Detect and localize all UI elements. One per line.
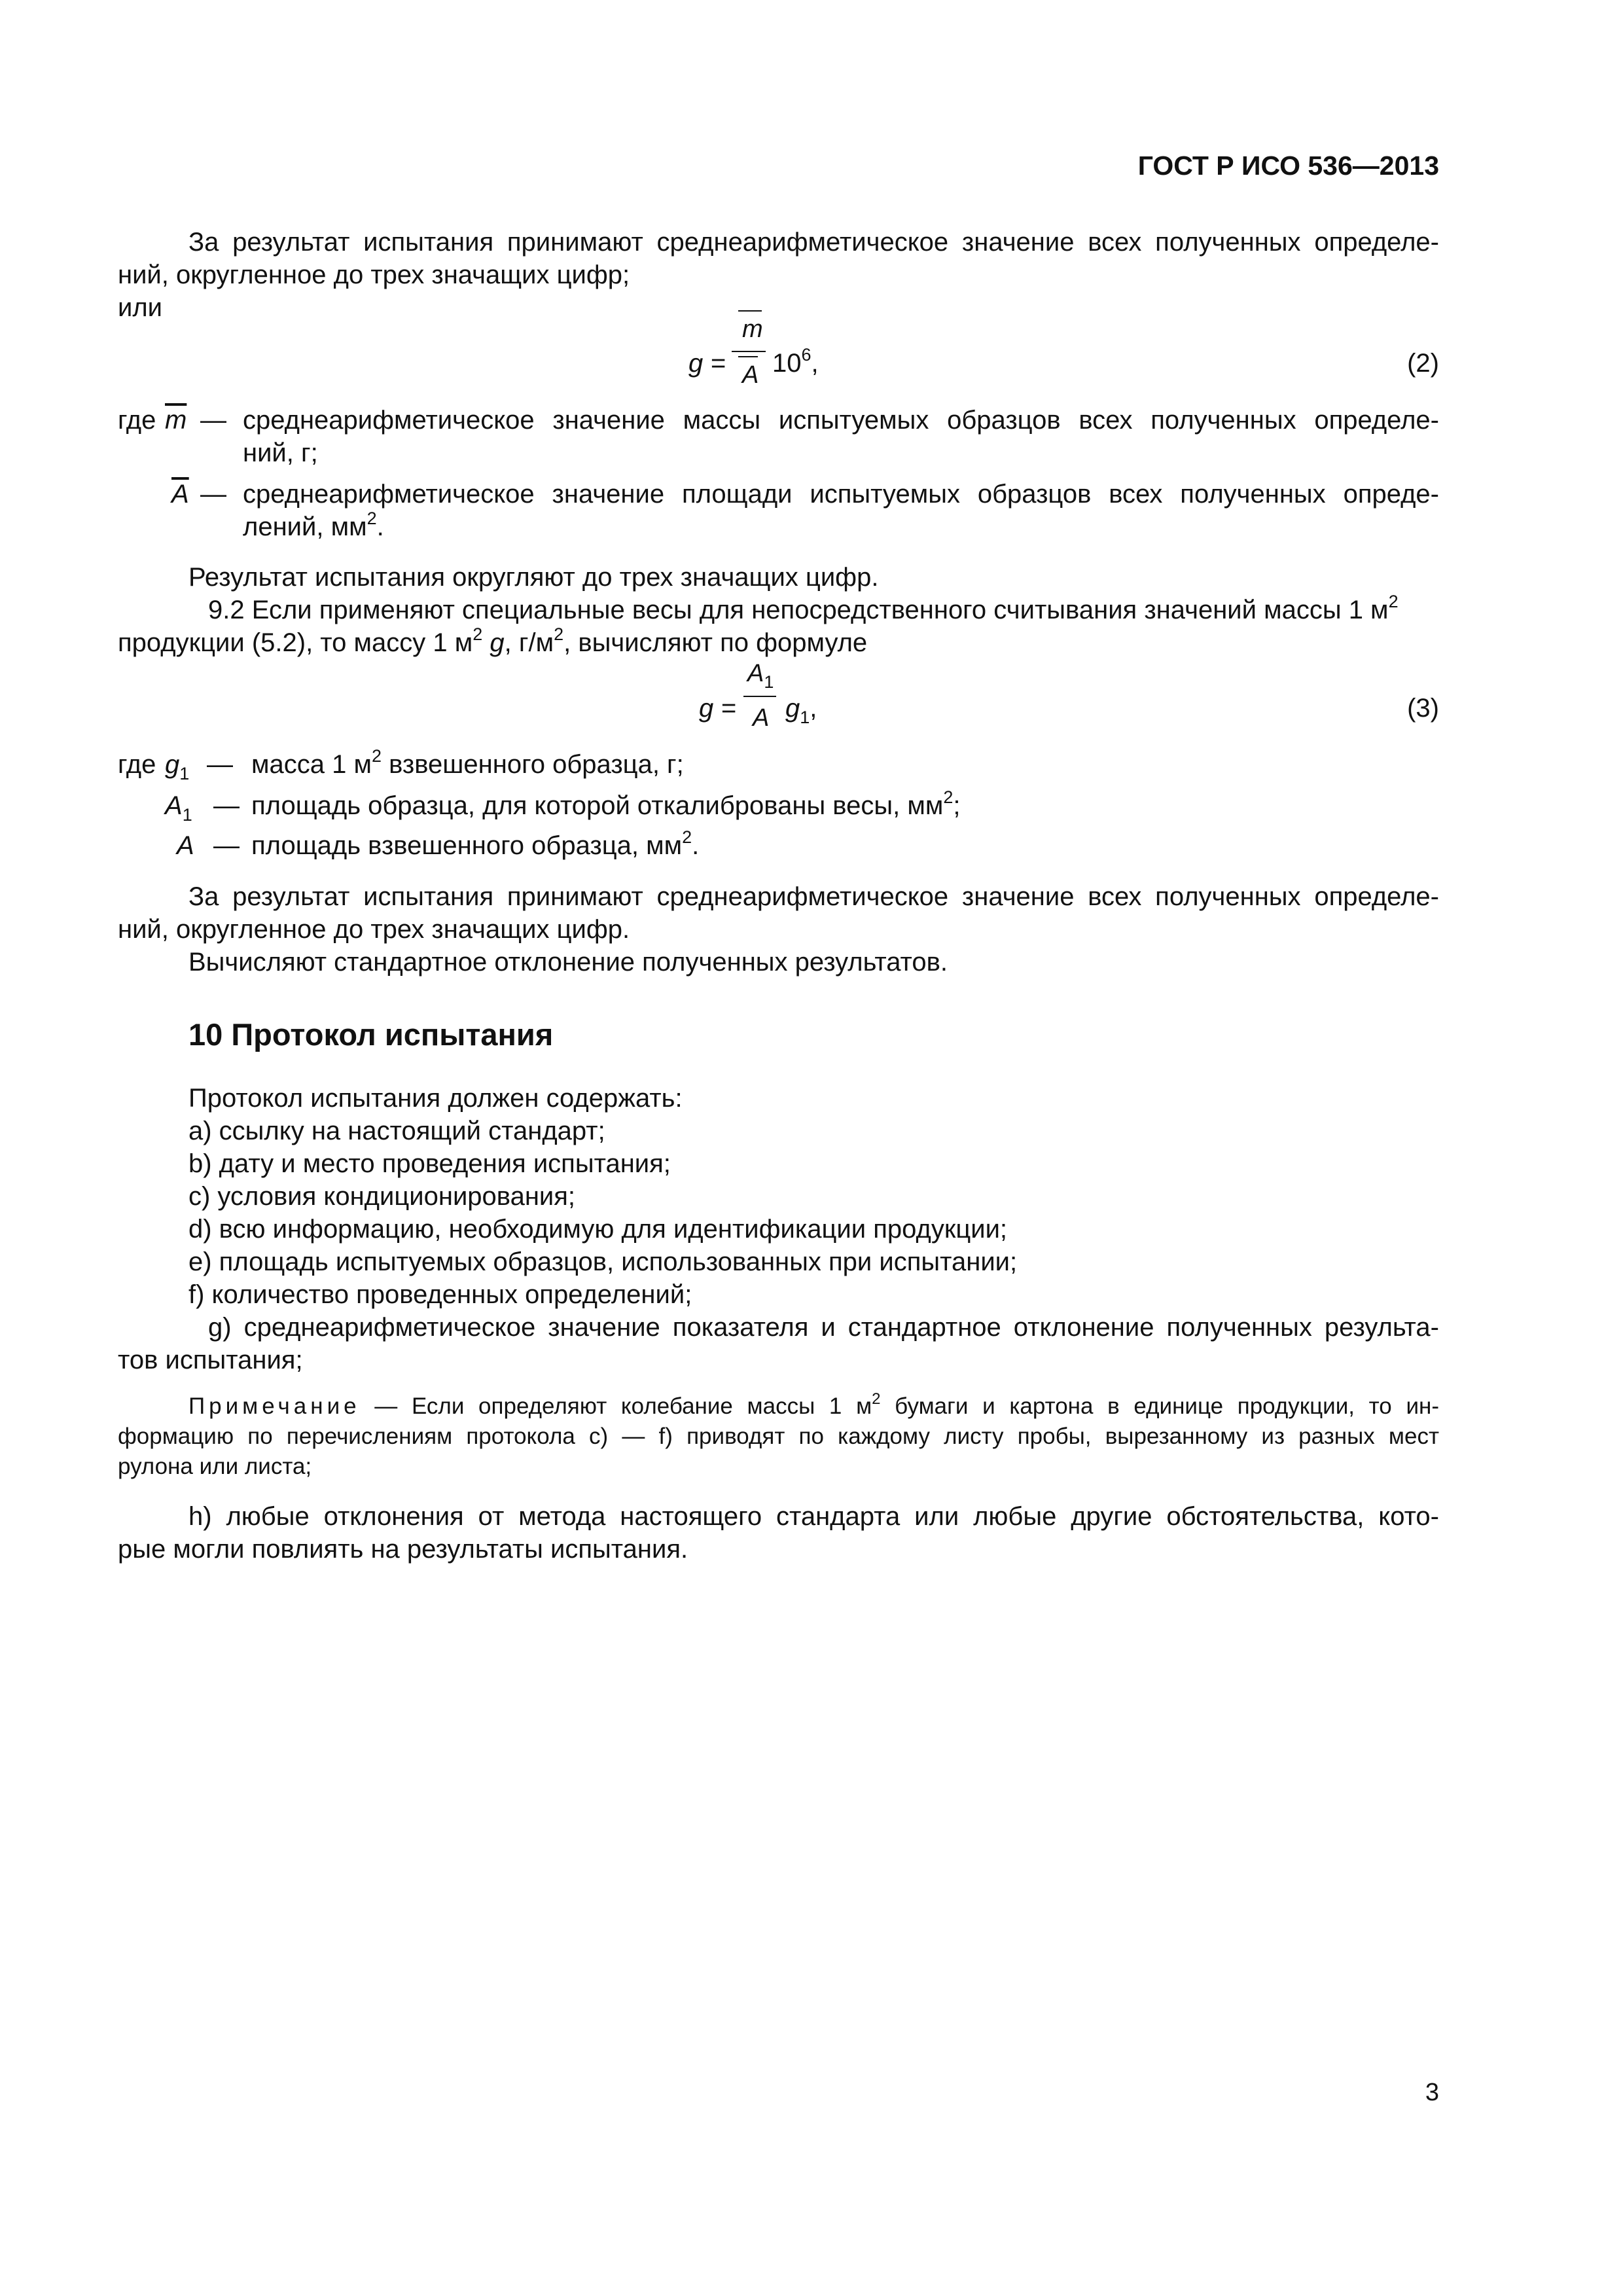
definition-line: лений, $мм^2$. (243, 509, 384, 541)
fraction-numerator: m (742, 315, 763, 343)
where-word: где (118, 750, 156, 779)
em-dash: — (213, 831, 240, 860)
list-item-continuation: рые могли повлиять на результаты испытания. (118, 1535, 688, 1564)
note-line: формацию по перечислениям протокола c) — f) приводят по каждому листу пробы, вырезанному из разных мест (118, 1424, 1439, 1449)
fraction-bar (732, 351, 766, 352)
page-number: 3 (1425, 2079, 1439, 2106)
paragraph-line: ний, округленное до трех значащих цифр; (118, 260, 630, 289)
em-dash: — (200, 406, 226, 435)
em-dash: — (213, 791, 240, 820)
formula-rhs: $g_1$, (785, 694, 817, 727)
where-term: A (177, 831, 194, 860)
where-term: $\overline{m}$ (165, 406, 187, 435)
note-label: Примечание (188, 1393, 361, 1419)
formula-lhs: g = (688, 349, 726, 378)
list-item: a) ссылку на настоящий стандарт; (188, 1117, 605, 1145)
fraction-denominator: A (742, 361, 759, 389)
where-word: где (118, 406, 156, 435)
note-line: Примечание — Если определяют колебание массы 1 $м^2$ бумаги и картона в единице продукции, то ин- (188, 1390, 1439, 1419)
equation-number: (3) (1407, 694, 1439, 723)
definition-line: площадь образца, для которой откалиброваны весы, $мм^2$; (251, 787, 961, 820)
note-line: рулона или листа; (118, 1454, 312, 1479)
em-dash: — (200, 480, 226, 509)
paragraph-line: 9.2 Если применяют специальные весы для непосредственного считывания значений массы 1 $м^2$ (208, 592, 1399, 624)
overline-bar (738, 310, 762, 312)
paragraph-line: За результат испытания принимают среднеарифметическое значение всех полученных определе- (188, 882, 1439, 911)
paragraph-line: Протокол испытания должен содержать: (188, 1084, 683, 1113)
paragraph-line: ний, округленное до трех значащих цифр. (118, 915, 630, 944)
formula-factor: $10^6$, (772, 345, 819, 378)
list-item: d) всю информацию, необходимую для идентификации продукции; (188, 1215, 1008, 1244)
list-item: h) любые отклонения от метода настоящего стандарта или любые другие обстоятельства, кото- (188, 1502, 1439, 1531)
definition-line: среднеарифметическое значение площади испытуемых образцов всех полученных опреде- (243, 480, 1439, 509)
where-term: $g_1$ (165, 750, 190, 783)
list-item: e) площадь испытуемых образцов, использованных при испытании; (188, 1247, 1018, 1276)
list-item-continuation: тов испытания; (118, 1346, 303, 1374)
paragraph-line: продукции (5.2), то массу 1 $м^2$ g, $г/м^2$, вычисляют по формуле (118, 624, 868, 657)
paragraph-line: За результат испытания принимают среднеарифметическое значение всех полученных определе- (188, 228, 1439, 257)
paragraph-line: или (118, 293, 163, 322)
overline-bar (738, 356, 758, 357)
fraction-numerator: $A_1$ (747, 660, 774, 692)
section-heading: 10 Протокол испытания (188, 1017, 554, 1052)
list-item: c) условия кондиционирования; (188, 1182, 576, 1211)
definition-line: масса 1 $м^2$ взвешенного образца, г; (251, 746, 684, 779)
definition-line: среднеарифметическое значение массы испытуемых образцов всех полученных определе- (243, 406, 1439, 435)
fraction-denominator: A (753, 704, 770, 732)
where-term: $A_1$ (165, 791, 192, 825)
list-item: b) дату и место проведения испытания; (188, 1149, 671, 1178)
paragraph-line: Вычисляют стандартное отклонение полученных результатов. (188, 948, 948, 977)
standard-code: ГОСТ Р ИСО 536—2013 (1137, 151, 1439, 181)
definition-line: ний, г; (243, 439, 318, 467)
list-item: g) среднеарифметическое значение показателя и стандартное отклонение полученных результа- (208, 1313, 1439, 1342)
paragraph-line: Результат испытания округляют до трех значащих цифр. (188, 563, 879, 592)
equation-number: (2) (1407, 349, 1439, 378)
em-dash: — (207, 750, 233, 779)
fraction-bar (743, 696, 776, 697)
list-item: f) количество проведенных определений; (188, 1280, 692, 1309)
where-term: $\overline{A}$ (171, 480, 189, 509)
formula-lhs: g = (699, 694, 736, 723)
definition-line: площадь взвешенного образца, $мм^2$. (251, 827, 700, 860)
